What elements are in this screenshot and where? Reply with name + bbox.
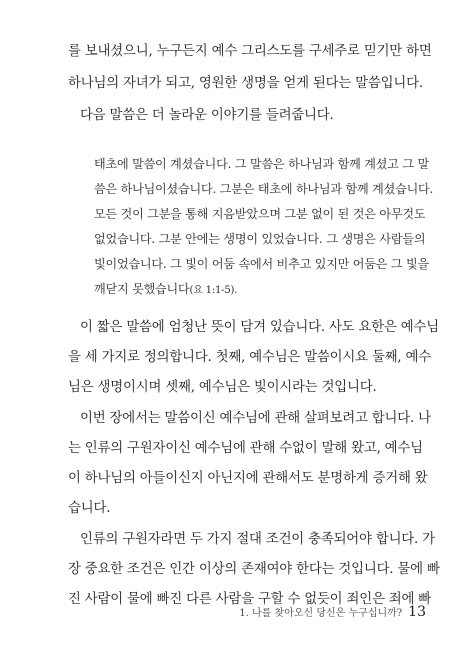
body-line: 는 인류의 구원자이신 예수님에 관해 수없이 말해 왔고, 예수님: [68, 441, 423, 456]
page-number: 13: [408, 604, 426, 620]
quote-line: 없었습니다. 그분 안에는 생명이 있었습니다. 그 생명은 사람들의: [94, 232, 426, 246]
quote-text: 깨닫지 못했습니다: [94, 282, 190, 296]
body-line: 을 세 가지로 정의합니다. 첫째, 예수님은 말씀이시요 둘째, 예수: [68, 350, 432, 365]
quote-line-last: [94, 281, 237, 299]
body-line: 습니다.: [68, 501, 111, 516]
body-line: 이번 장에서는 말씀이신 예수님에 관해 살펴보려고 합니다. 나: [80, 411, 431, 426]
body-line: 장 중요한 조건은 인간 이상의 존재여야 한다는 것입니다. 물에 빠: [68, 562, 440, 577]
body-line: 님은 생명이시며 셋째, 예수님은 빛이시라는 것입니다.: [68, 380, 377, 395]
quote-line: 태초에 말씀이 계셨습니다. 그 말씀은 하나님과 함께 계셨고 그 말: [94, 157, 429, 171]
body-line: 다음 말씀은 더 놀라운 이야기를 들려줍니다.: [80, 108, 334, 123]
page-footer: [239, 604, 426, 620]
running-title: 1. 나를 찾아오신 당신은 누구십니까?: [239, 608, 403, 619]
quote-line: 씀은 하나님이셨습니다. 그분은 태초에 하나님과 함께 계셨습니다.: [94, 182, 434, 196]
scripture-reference: (요 1:1-5).: [189, 285, 238, 296]
body-line: 이 짧은 말씀에 엄청난 뜻이 담겨 있습니다. 사도 요한은 예수님: [80, 320, 439, 335]
body-line: 하나님의 자녀가 되고, 영원한 생명을 얻게 된다는 말씀입니다.: [68, 76, 423, 91]
body-line: 진 사람이 물에 빠진 다른 사람을 구할 수 없듯이 죄인은 죄에 빠: [68, 592, 432, 607]
quote-line: 빛이었습니다. 그 빛이 어둠 속에서 비추고 있지만 어둠은 그 빛을: [94, 257, 429, 271]
quote-line: 모든 것이 그분을 통해 지음받았으며 그분 없이 된 것은 아무것도: [94, 207, 426, 221]
body-line: 인류의 구원자라면 두 가지 절대 조건이 충족되어야 합니다. 가: [80, 532, 435, 547]
body-line: 를 보내셨으니, 누구든지 예수 그리스도를 구세주로 믿기만 하면: [68, 44, 432, 59]
body-line: 이 하나님의 아들이신지 아닌지에 관해서도 분명하게 증거해 왔: [68, 471, 428, 486]
